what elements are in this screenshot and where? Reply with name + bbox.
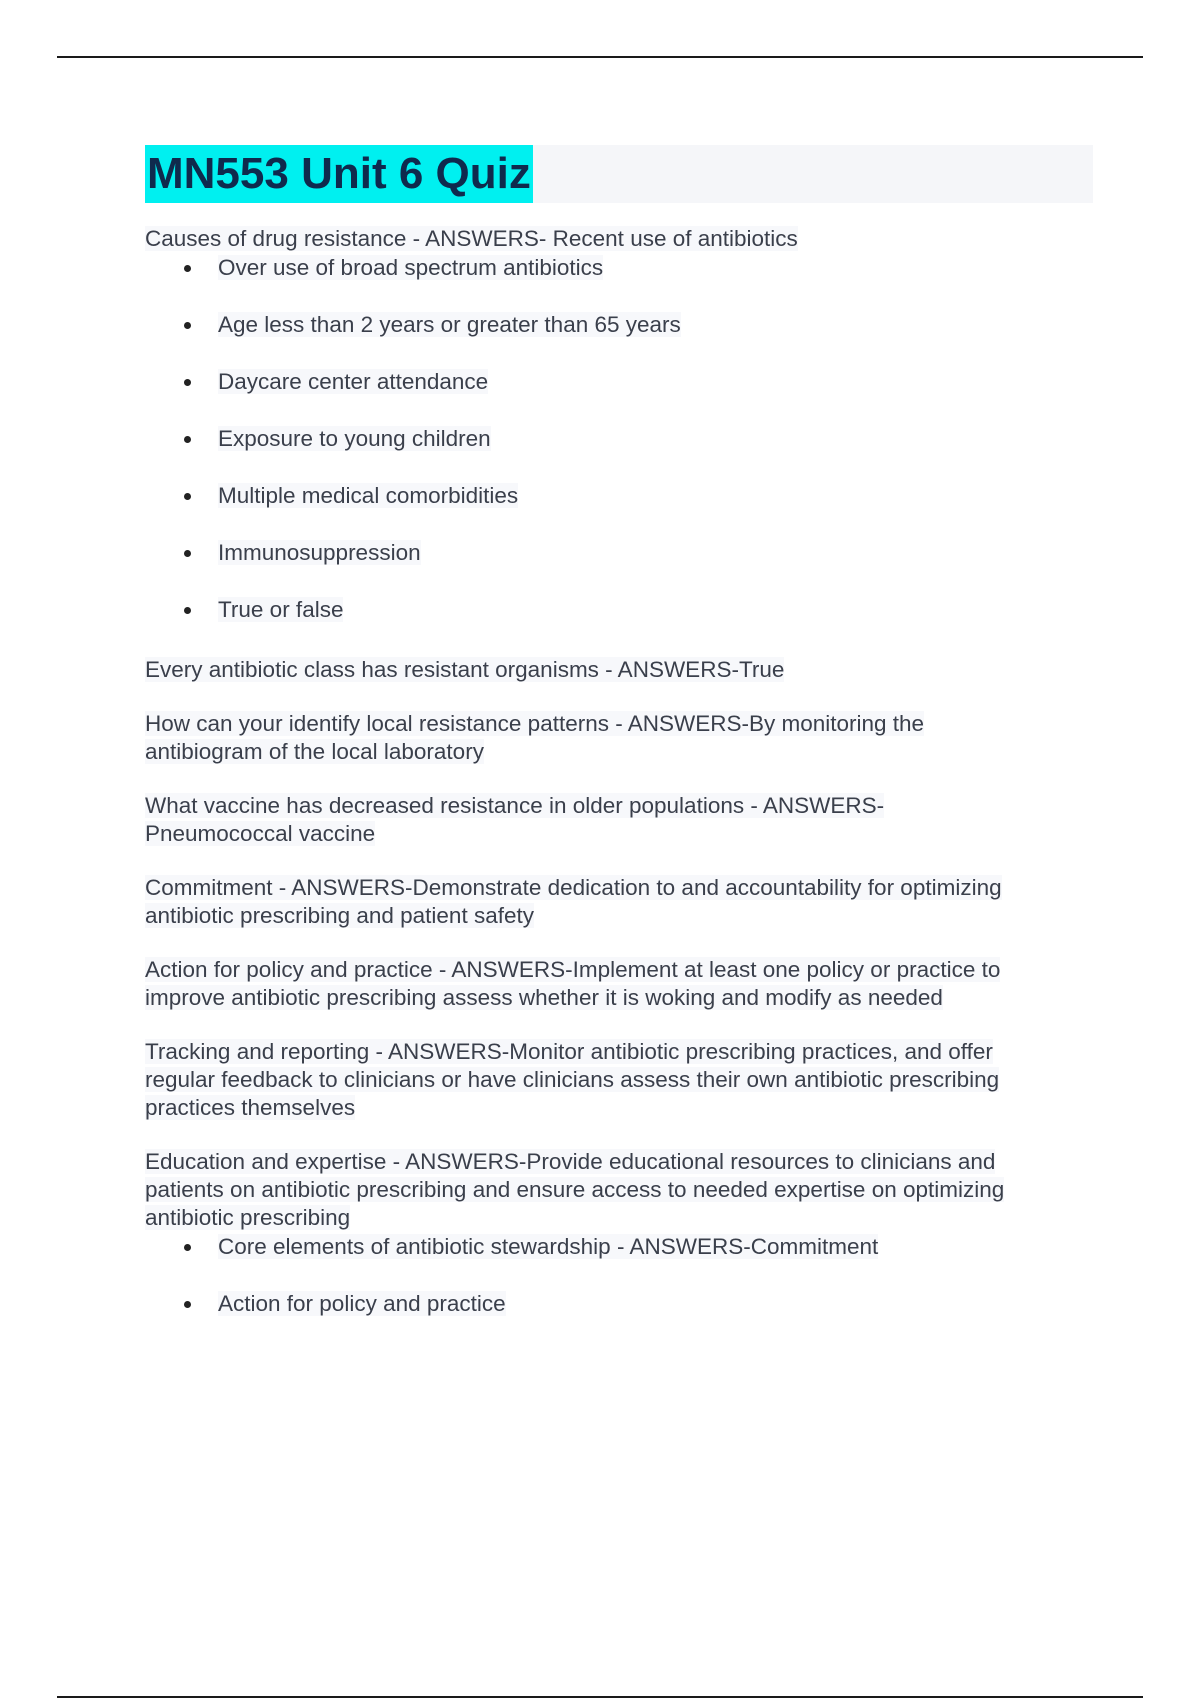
list-item: Immunosuppression (145, 538, 1095, 568)
qa-paragraph: Commitment - ANSWERS-Demonstrate dedication to and accountability for optimizing antibiotic prescribing and patient safety (145, 875, 1002, 928)
bullet-icon (184, 379, 191, 386)
document-page (145, 145, 1095, 1346)
bullet-icon (184, 1244, 191, 1251)
bottom-rule (57, 1696, 1143, 1698)
intro-text: Causes of drug resistance - ANSWERS- Recent use of antibiotics (145, 226, 798, 251)
qa-paragraph: Tracking and reporting - ANSWERS-Monitor antibiotic prescribing practices, and offer regular feedback to clinicians or have clinicians assess their own antibiotic prescribing practices themselves (145, 1039, 1000, 1120)
list-item: Age less than 2 years or greater than 65 years (145, 310, 1095, 340)
qa-paragraph: Action for policy and practice - ANSWERS-Implement at least one policy or practice to improve antibiotic prescribing assess whether it is woking and modify as needed (145, 957, 1001, 1010)
list-item: Daycare center attendance (145, 367, 1095, 397)
bullet-icon (184, 322, 191, 329)
page-title: MN553 Unit 6 Quiz (145, 145, 533, 203)
bullet-icon (184, 265, 191, 272)
title-bar (145, 145, 1093, 203)
qa-paragraph: What vaccine has decreased resistance in older populations - ANSWERS- Pneumococcal vaccine (145, 793, 885, 846)
bullet-icon (184, 493, 191, 500)
qa-paragraph: How can your identify local resistance patterns - ANSWERS-By monitoring the antibiogram of the local laboratory (145, 711, 925, 764)
list-item: Multiple medical comorbidities (145, 481, 1095, 511)
resistance-causes-list (145, 253, 1095, 625)
list-item: Core elements of antibiotic stewardship - ANSWERS-Commitment (145, 1232, 1095, 1262)
list-item: True or false (145, 595, 1095, 625)
qa-paragraph: Every antibiotic class has resistant organisms - ANSWERS-True (145, 657, 785, 682)
bullet-icon (184, 550, 191, 557)
list-item: Over use of broad spectrum antibiotics (145, 253, 1095, 283)
list-item: Action for policy and practice (145, 1289, 1095, 1319)
bullet-icon (184, 436, 191, 443)
top-rule (57, 56, 1143, 58)
intro-question (145, 225, 1095, 253)
bullet-icon (184, 1301, 191, 1308)
stewardship-elements-list (145, 1232, 1095, 1319)
list-item: Exposure to young children (145, 424, 1095, 454)
bullet-icon (184, 607, 191, 614)
qa-paragraph: Education and expertise - ANSWERS-Provide educational resources to clinicians and patients on antibiotic prescribing and ensure access to needed expertise on optimizing antibiotic prescribing (145, 1149, 1005, 1230)
